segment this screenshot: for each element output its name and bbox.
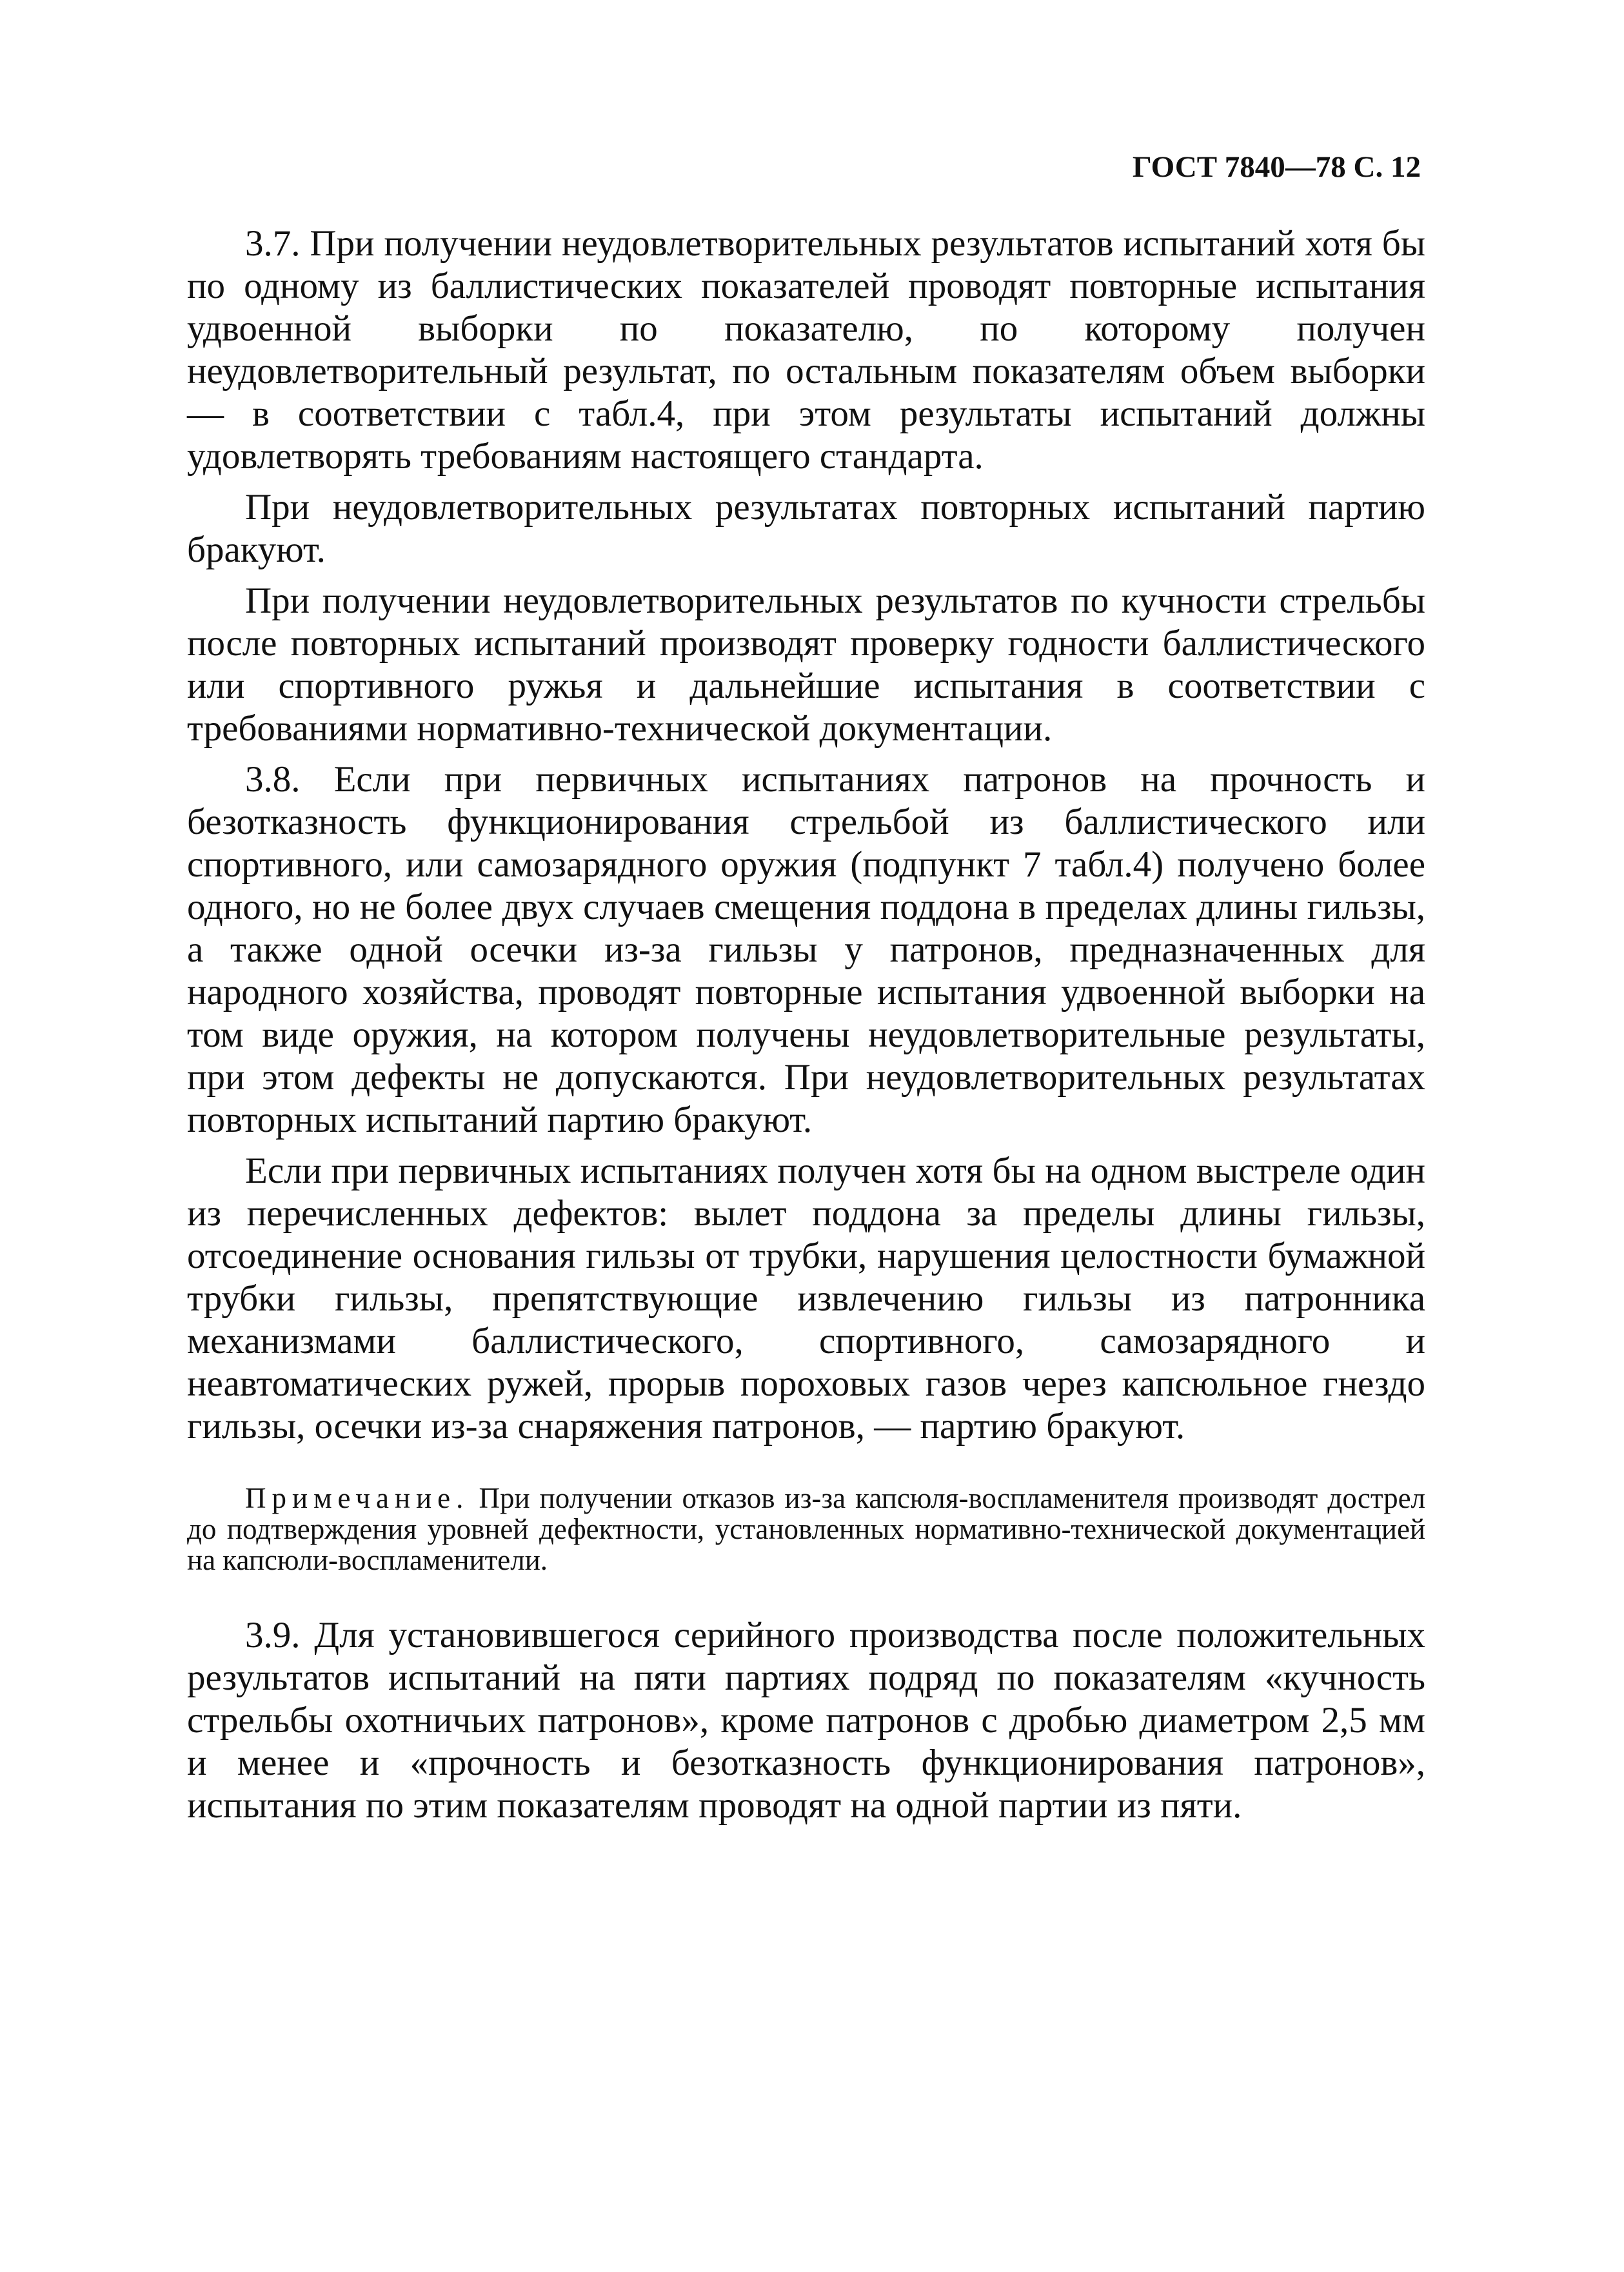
note [187, 1483, 1425, 1576]
note-text: При получении отказов из-за капсюля-воспламенителя производят дострел до подтверждения уровней дефектности, установленных нормативно-технической документацией на капсюли-воспламенители. [187, 1482, 1425, 1576]
paragraph-3-9: 3.9. Для установившегося серийного производства после положительных результатов испытаний на пяти партиях подряд по показателям «кучность стрельбы охотничьих патронов», кроме патронов с дробью диаметром 2,5 мм и менее и «прочность и безотказность функционирования патронов», испытания по этим показателям проводят на одной партии из пяти. [187, 1615, 1425, 1826]
note-label: Примечание. [245, 1482, 470, 1514]
paragraph-3-8: 3.8. Если при первичных испытаниях патронов на прочность и безотказность функционирования стрельбой из баллистического или спортивного, или самозарядного оружия (подпункт 7 табл.4) получено более одного, но не более двух случаев смещения поддона в пределах длины гильзы, а также одной осечки из-за гильзы у патронов, предназначенных для народного хозяйства, проводят повторные испытания удвоенной выборки на том виде оружия, на котором получены неудовлетворительные результаты, при этом дефекты не допускаются. При неудовлетворительных результатах повторных испытаний партию бракуют. [187, 759, 1425, 1140]
page-header: ГОСТ 7840—78 С. 12 [1132, 150, 1421, 184]
paragraph-accuracy: При получении неудовлетворительных результатов по кучности стрельбы после повторных испытаний производят проверку годности баллистического или спортивного ружья и дальнейшие испытания в соответствии с требованиями нормативно-технической документации. [187, 580, 1425, 749]
paragraph-3-7: 3.7. При получении неудовлетворительных результатов испытаний хотя бы по одному из баллистических показателей проводят повторные испытания удвоенной выборки по показателю, по которому получен неудовлетворительный результат, по остальным показателям объем выборки — в соответствии с табл.4, при этом результаты испытаний должны удовлетворять требованиям настоящего стандарта. [187, 223, 1425, 477]
paragraph-defects: Если при первичных испытаниях получен хотя бы на одном выстреле один из перечисленных дефектов: вылет поддона за пределы длины гильзы, отсоединение основания гильзы от трубки, нарушения целостности бумажной трубки гильзы, препятствующие извлечению гильзы из патронника механизмами баллистического, спортивного, самозарядного и неавтоматических ружей, прорыв пороховых газов через капсюльное гнездо гильзы, осечки из-за снаряжения патронов, — партию бракуют. [187, 1151, 1425, 1447]
page-body [187, 222, 1425, 1827]
paragraph-rejection: При неудовлетворительных результатах повторных испытаний партию бракуют. [187, 487, 1425, 570]
